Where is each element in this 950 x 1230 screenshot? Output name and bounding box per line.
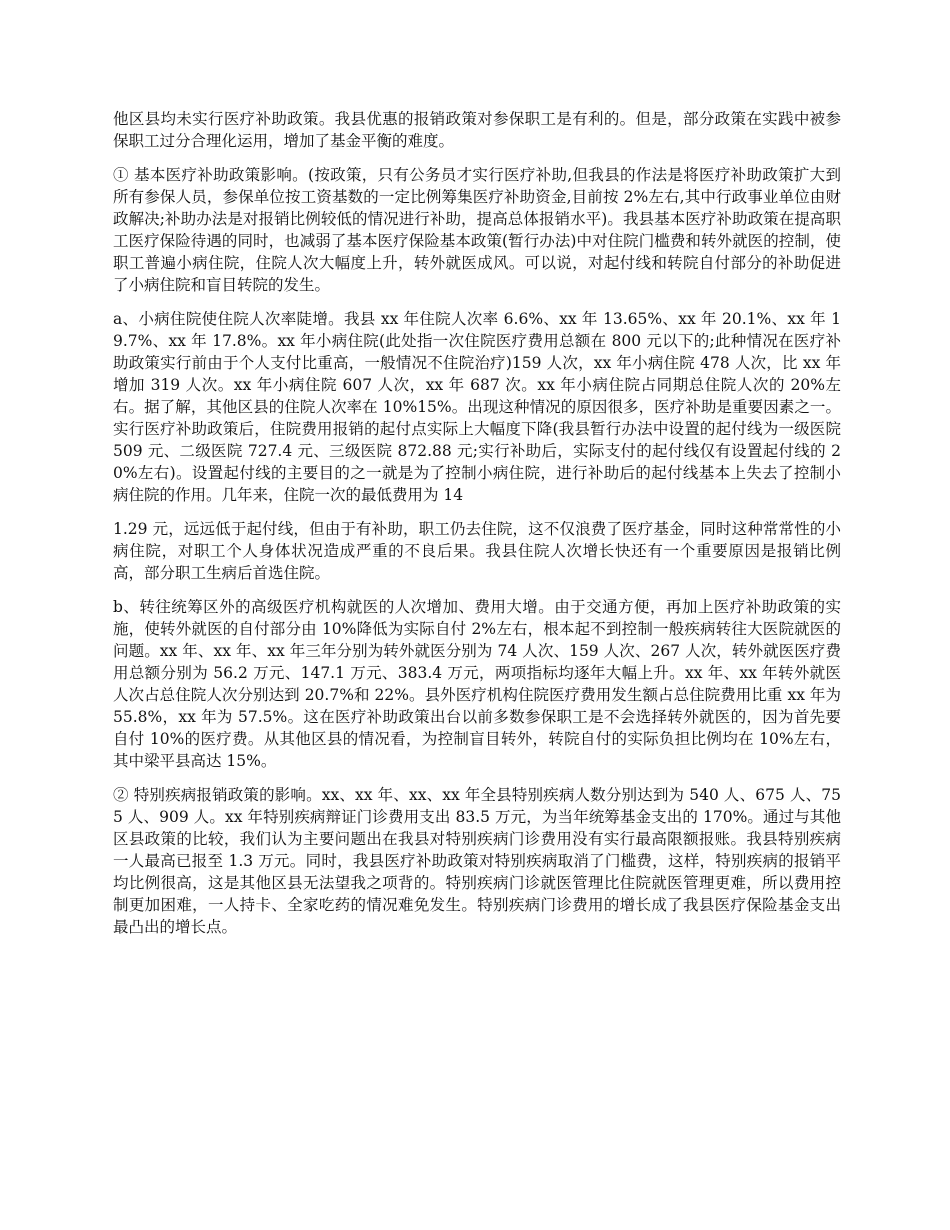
paragraph-minor-illness-cont: 1.29 元，远远低于起付线，但由于有补助，职工仍去住院，这不仅浪费了医疗基金，同时这种常常性的小病住院，对职工个人身体状况造成严重的不良后果。我县住院人次增长快还有一个重要原因是报销比例高，部分职工生病后首选住院。 [113,520,841,582]
document-body [113,108,841,950]
paragraph-minor-illness: a、小病住院使住院人次率陡增。我县 xx 年住院人次率 6.6%、xx 年 13.65%、xx 年 20.1%、xx 年 19.7%、xx 年 17.8%。xx 年小病住院(此处指一次住院医疗费用总额在 800 元以下的;此种情况在医疗补助政策实行前由于个人支付比重高，一般情况不住院治疗)159 人次，xx 年小病住院 478 人次，比 xx 年增加 319 人次。xx 年小病住院 607 人次，xx 年 687 次。xx 年小病住院占同期总住院人次的 20%左右。据了解，其他区县的住院人次率在 10%15%。出现这种情况的原因很多，医疗补助是重要因素之一。实行医疗补助政策后，住院费用报销的起付点实际上大幅度下降(我县暂行办法中设置的起付线为一级医院 509 元、二级医院 727.4 元、三级医院 872.88 元;实行补助后，实际支付的起付线仅有设置起付线的 20%左右)。设置起付线的主要目的之一就是为了控制小病住院，进行补助后的起付线基本上失去了控制小病住院的作用。几年来，住院一次的最低费用为 14 [113,310,841,504]
paragraph-basic-subsidy: ① 基本医疗补助政策影响。(按政策，只有公务员才实行医疗补助,但我县的作法是将医疗补助政策扩大到所有参保人员，参保单位按工资基数的一定比例筹集医疗补助资金,目前按 2%左右,其中行政事业单位由财政解决;补助办法是对报销比例较低的情况进行补助，提高总体报销水平)。我县基本医疗补助政策在提高职工医疗保险待遇的同时，也减弱了基本医疗保险基本政策(暂行办法)中对住院门槛费和转外就医的控制，使职工普遍小病住院，住院人次大幅度上升，转外就医成风。可以说，对起付线和转院自付部分的补助促进了小病住院和盲目转院的发生。 [113,166,841,294]
paragraph-special-disease: ② 特别疾病报销政策的影响。xx、xx 年、xx、xx 年全县特别疾病人数分别达到为 540 人、675 人、755 人、909 人。xx 年特别疾病辩证门诊费用支出 83.5 万元，为当年统筹基金支出的 170%。通过与其他区县政策的比较，我们认为主要问题出在我县对特别疾病门诊费用没有实行最高限额报账。我县特别疾病一人最高已报至 1.3 万元。同时，我县医疗补助政策对特别疾病取消了门槛费，这样，特别疾病的报销平均比例很高，这是其他区县无法望我之项背的。特别疾病门诊就医管理比住院就医管理更难，所以费用控制更加困难，一人持卡、全家吃药的情况难免发生。特别疾病门诊费用的增长成了我县医疗保险基金支出最凸出的增长点。 [113,786,841,936]
paragraph-transfer: b、转往统筹区外的高级医疗机构就医的人次增加、费用大增。由于交通方便，再加上医疗补助政策的实施，使转外就医的自付部分由 10%降低为实际自付 2%左右，根本起不到控制一般疾病转往大医院就医的问题。xx 年、xx 年、xx 年三年分别为转外就医分别为 74 人次、159 人次、267 人次，转外就医医疗费用总额分别为 56.2 万元、147.1 万元、383.4 万元，两项指标均逐年大幅上升。xx 年、xx 年转外就医人次占总住院人次分别达到 20.7%和 22%。县外医疗机构住院医疗费用发生额占总住院费用比重 xx 年为 55.8%，xx 年为 57.5%。这在医疗补助政策出台以前多数参保职工是不会选择转外就医的，因为首先要自付 10%的医疗费。从其他区县的情况看，为控制盲目转外，转院自付的实际负担比例均在 10%左右，其中梁平县高达 15%。 [113,598,841,770]
paragraph-intro: 他区县均未实行医疗补助政策。我县优惠的报销政策对参保职工是有利的。但是，部分政策在实践中被参保职工过分合理化运用，增加了基金平衡的难度。 [113,110,841,150]
